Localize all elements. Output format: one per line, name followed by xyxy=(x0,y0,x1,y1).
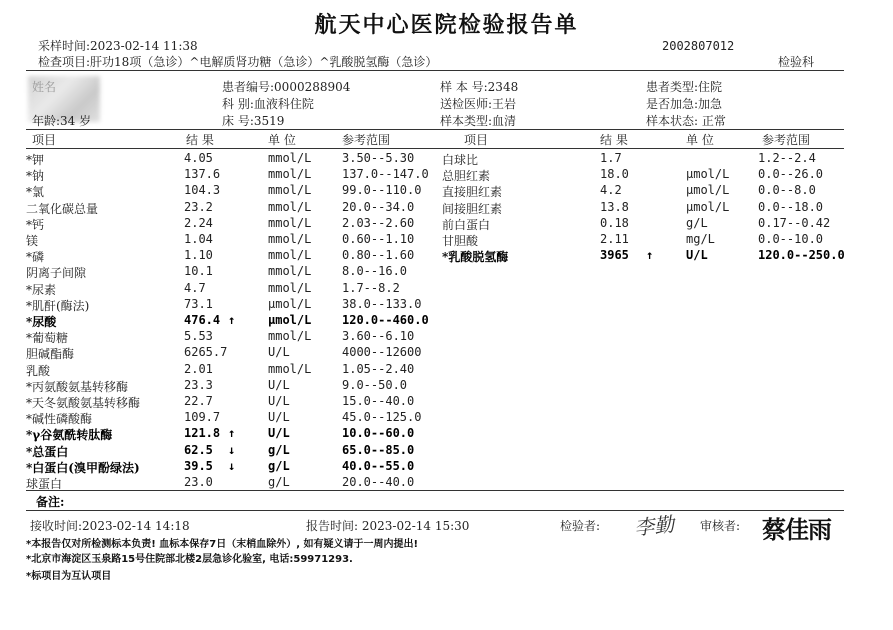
result-row xyxy=(0,297,893,313)
cell-range: 0.0--26.0 xyxy=(758,167,824,182)
cell-unit: μmol/L xyxy=(268,296,312,311)
cell-result: 2.01 xyxy=(184,361,213,376)
cell-range: 120.0--460.0 xyxy=(342,313,429,327)
urgent-flag: 是否加急:加急 xyxy=(646,97,723,111)
sample-status: 样本状态: 正常 xyxy=(646,114,726,128)
result-row xyxy=(0,264,893,280)
cell-result: 3965 xyxy=(600,248,629,263)
cell-result: 1.7 xyxy=(600,151,622,165)
header-item-left: 项目 xyxy=(32,133,57,147)
result-row xyxy=(0,410,893,426)
cell-item: 直接胆红素 xyxy=(442,185,503,200)
cell-item: *磷 xyxy=(26,250,45,265)
patient-name-label: 姓名 xyxy=(32,80,57,94)
cell-range: 1.05--2.40 xyxy=(342,361,415,376)
cell-result: 4.2 xyxy=(600,183,622,198)
cell-flag: ↑ xyxy=(228,313,236,327)
tester-label: 检验者: xyxy=(560,519,601,533)
cell-unit: mmol/L xyxy=(268,151,312,165)
cell-unit: U/L xyxy=(268,377,290,392)
result-row xyxy=(0,232,893,248)
cell-result: 23.0 xyxy=(184,475,213,489)
cell-range: 99.0--110.0 xyxy=(342,183,422,198)
result-row xyxy=(0,216,893,232)
rule-top xyxy=(26,70,844,71)
header-range-right: 参考范围 xyxy=(762,133,811,147)
cell-result: 62.5 xyxy=(184,442,213,457)
patient-type: 患者类型:住院 xyxy=(646,80,723,94)
cell-range: 9.0--50.0 xyxy=(342,377,408,392)
report-title: 航天中心医院检验报告单 xyxy=(314,12,579,38)
cell-flag: ↓ xyxy=(228,442,236,457)
cell-item: *γ谷氨酰转肽酶 xyxy=(26,428,113,443)
cell-unit: μmol/L xyxy=(686,183,730,198)
cell-result: 39.5 xyxy=(184,458,213,473)
cell-range: 10.0--60.0 xyxy=(342,426,415,441)
cell-range: 0.60--1.10 xyxy=(342,232,415,246)
patient-dept: 科 别:血液科住院 xyxy=(222,97,314,111)
cell-range: 0.80--1.60 xyxy=(342,248,415,263)
cell-range: 20.0--34.0 xyxy=(342,199,415,214)
cell-item: 球蛋白 xyxy=(26,477,63,491)
result-row xyxy=(0,378,893,394)
cell-unit: g/L xyxy=(268,458,290,473)
cell-result: 5.53 xyxy=(184,329,213,344)
cell-item: *碱性磷酸酶 xyxy=(26,412,93,427)
cell-range: 2.03--2.60 xyxy=(342,215,415,230)
cell-item: *钙 xyxy=(26,217,45,232)
cell-range: 0.0--10.0 xyxy=(758,232,824,246)
remark-label: 备注: xyxy=(36,495,65,509)
cell-result: 10.1 xyxy=(184,264,213,279)
cell-range: 15.0--40.0 xyxy=(342,394,415,408)
cell-unit: g/L xyxy=(686,215,708,230)
cell-unit: mmol/L xyxy=(268,248,312,263)
patient-age: 年龄:34 岁 xyxy=(32,114,92,128)
cell-unit: mg/L xyxy=(686,232,715,246)
header-item-right: 项目 xyxy=(464,133,489,147)
tester-signature: 李勤 xyxy=(633,511,676,541)
cell-item: 甘胆酸 xyxy=(442,234,479,248)
reviewer-label: 审核者: xyxy=(700,519,741,533)
cell-unit: g/L xyxy=(268,475,290,489)
cell-item: *乳酸脱氢酶 xyxy=(442,250,509,265)
cell-result: 137.6 xyxy=(184,167,221,182)
rule-bottom xyxy=(26,490,844,491)
cell-item: 间接胆红素 xyxy=(442,201,503,216)
cell-range: 0.0--8.0 xyxy=(758,183,816,198)
cell-item: *丙氨酸氨基转移酶 xyxy=(26,379,129,394)
cell-flag: ↑ xyxy=(646,248,654,263)
exam-items: 检查项目:肝功18项（急诊）^电解质肾功糖（急诊）^乳酸脱氢酶（急诊） xyxy=(38,55,438,69)
result-row xyxy=(0,394,893,410)
cell-item: *天冬氨酸氨基转移酶 xyxy=(26,396,141,410)
cell-range: 3.50--5.30 xyxy=(342,151,415,165)
cell-result: 13.8 xyxy=(600,199,629,214)
cell-result: 476.4 xyxy=(184,313,221,327)
cell-range: 4000--12600 xyxy=(342,345,422,360)
cell-item: *白蛋白(溴甲酚绿法) xyxy=(26,460,140,475)
cell-unit: mmol/L xyxy=(268,215,312,230)
cell-unit: μmol/L xyxy=(686,199,730,214)
cell-result: 22.7 xyxy=(184,394,213,408)
cell-flag: ↓ xyxy=(228,458,236,473)
cell-range: 40.0--55.0 xyxy=(342,458,415,473)
cell-item: *葡萄糖 xyxy=(26,331,69,346)
cell-range: 45.0--125.0 xyxy=(342,410,422,425)
rule-header-top xyxy=(26,129,844,130)
report-number: 2002807012 xyxy=(662,39,735,53)
cell-item: *肌酐(酶法) xyxy=(26,298,90,313)
result-row xyxy=(0,443,893,459)
cell-range: 1.2--2.4 xyxy=(758,151,816,165)
footnote-validity: *本报告仅对所检测标本负责! 血标本保存7日（末梢血除外）, 如有疑义请于一周内提出! xyxy=(26,539,419,550)
cell-unit: U/L xyxy=(686,248,708,263)
cell-item: *尿素 xyxy=(26,282,57,297)
cell-range: 1.7--8.2 xyxy=(342,280,400,295)
cell-range: 8.0--16.0 xyxy=(342,264,408,279)
result-row xyxy=(0,183,893,199)
department: 检验科 xyxy=(778,55,815,69)
cell-result: 23.2 xyxy=(184,199,213,214)
cell-item: 胆碱酯酶 xyxy=(26,347,75,362)
cell-item: 乳酸 xyxy=(26,363,51,378)
result-row xyxy=(0,426,893,442)
cell-unit: U/L xyxy=(268,345,290,360)
cell-item: 镁 xyxy=(26,234,39,248)
rule-header-bottom xyxy=(26,148,844,149)
header-range-left: 参考范围 xyxy=(342,133,391,147)
result-row xyxy=(0,151,893,167)
cell-range: 20.0--40.0 xyxy=(342,475,415,489)
cell-range: 65.0--85.0 xyxy=(342,442,415,457)
cell-item: *钠 xyxy=(26,169,45,184)
cell-range: 3.60--6.10 xyxy=(342,329,415,344)
cell-result: 104.3 xyxy=(184,183,221,198)
header-unit-left: 单 位 xyxy=(268,133,296,147)
sample-type: 样本类型:血清 xyxy=(440,114,517,128)
cell-unit: U/L xyxy=(268,410,290,425)
cell-flag: ↑ xyxy=(228,426,236,441)
cell-result: 1.10 xyxy=(184,248,213,263)
cell-range: 120.0--250.0 xyxy=(758,248,845,263)
cell-unit: U/L xyxy=(268,426,290,441)
patient-bed: 床 号:3519 xyxy=(222,114,285,128)
cell-unit: U/L xyxy=(268,394,290,408)
cell-unit: mmol/L xyxy=(268,280,312,295)
cell-result: 4.7 xyxy=(184,280,206,295)
cell-result: 73.1 xyxy=(184,296,213,311)
send-doctor: 送检医师:王岩 xyxy=(440,97,517,111)
cell-item: *氯 xyxy=(26,185,45,200)
cell-result: 1.04 xyxy=(184,232,213,246)
cell-range: 0.0--18.0 xyxy=(758,199,824,214)
result-row xyxy=(0,345,893,361)
cell-unit: mmol/L xyxy=(268,329,312,344)
result-row xyxy=(0,313,893,329)
sample-number: 样 本 号:2348 xyxy=(440,80,519,94)
footnote-mutual: *标项目为互认项目 xyxy=(26,571,112,582)
cell-result: 18.0 xyxy=(600,167,629,182)
cell-range: 0.17--0.42 xyxy=(758,215,831,230)
patient-number: 患者编号:0000288904 xyxy=(222,80,351,94)
cell-unit: mmol/L xyxy=(268,264,312,279)
cell-unit: mmol/L xyxy=(268,361,312,376)
footnote-address: *北京市海淀区玉泉路15号住院部北楼2层急诊化验室, 电话:59971293. xyxy=(26,554,353,565)
cell-unit: μmol/L xyxy=(268,313,312,327)
cell-result: 121.8 xyxy=(184,426,221,441)
result-row xyxy=(0,459,893,475)
result-row xyxy=(0,281,893,297)
cell-result: 23.3 xyxy=(184,377,213,392)
cell-item: 总胆红素 xyxy=(442,169,491,184)
cell-unit: mmol/L xyxy=(268,167,312,182)
reviewer-signature: 蔡佳雨 xyxy=(762,516,831,544)
rule-remark xyxy=(26,510,844,511)
result-row xyxy=(0,200,893,216)
cell-range: 137.0--147.0 xyxy=(342,167,429,182)
result-row xyxy=(0,248,893,264)
cell-result: 2.24 xyxy=(184,215,213,230)
cell-item: *钾 xyxy=(26,153,45,167)
header-result-right: 结 果 xyxy=(600,133,628,147)
cell-range: 38.0--133.0 xyxy=(342,296,422,311)
cell-result: 4.05 xyxy=(184,151,213,165)
cell-result: 2.11 xyxy=(600,232,629,246)
cell-unit: μmol/L xyxy=(686,167,730,182)
cell-item: 白球比 xyxy=(442,153,479,167)
header-unit-right: 单 位 xyxy=(686,133,714,147)
cell-item: *总蛋白 xyxy=(26,444,69,459)
header-result-left: 结 果 xyxy=(186,133,214,147)
result-row xyxy=(0,475,893,491)
cell-result: 109.7 xyxy=(184,410,221,425)
cell-item: 阴离子间隙 xyxy=(26,266,87,281)
result-row xyxy=(0,329,893,345)
cell-item: 前白蛋白 xyxy=(442,217,491,232)
receive-time: 接收时间:2023-02-14 14:18 xyxy=(30,519,190,533)
result-row xyxy=(0,362,893,378)
sample-time: 采样时间:2023-02-14 11:38 xyxy=(38,39,198,53)
cell-unit: mmol/L xyxy=(268,199,312,214)
report-time: 报告时间: 2023-02-14 15:30 xyxy=(306,519,470,533)
cell-unit: mmol/L xyxy=(268,183,312,198)
cell-unit: mmol/L xyxy=(268,232,312,246)
cell-item: *尿酸 xyxy=(26,315,57,329)
cell-result: 0.18 xyxy=(600,215,629,230)
result-row xyxy=(0,167,893,183)
cell-unit: g/L xyxy=(268,442,290,457)
cell-item: 二氧化碳总量 xyxy=(26,201,99,216)
cell-result: 6265.7 xyxy=(184,345,228,360)
